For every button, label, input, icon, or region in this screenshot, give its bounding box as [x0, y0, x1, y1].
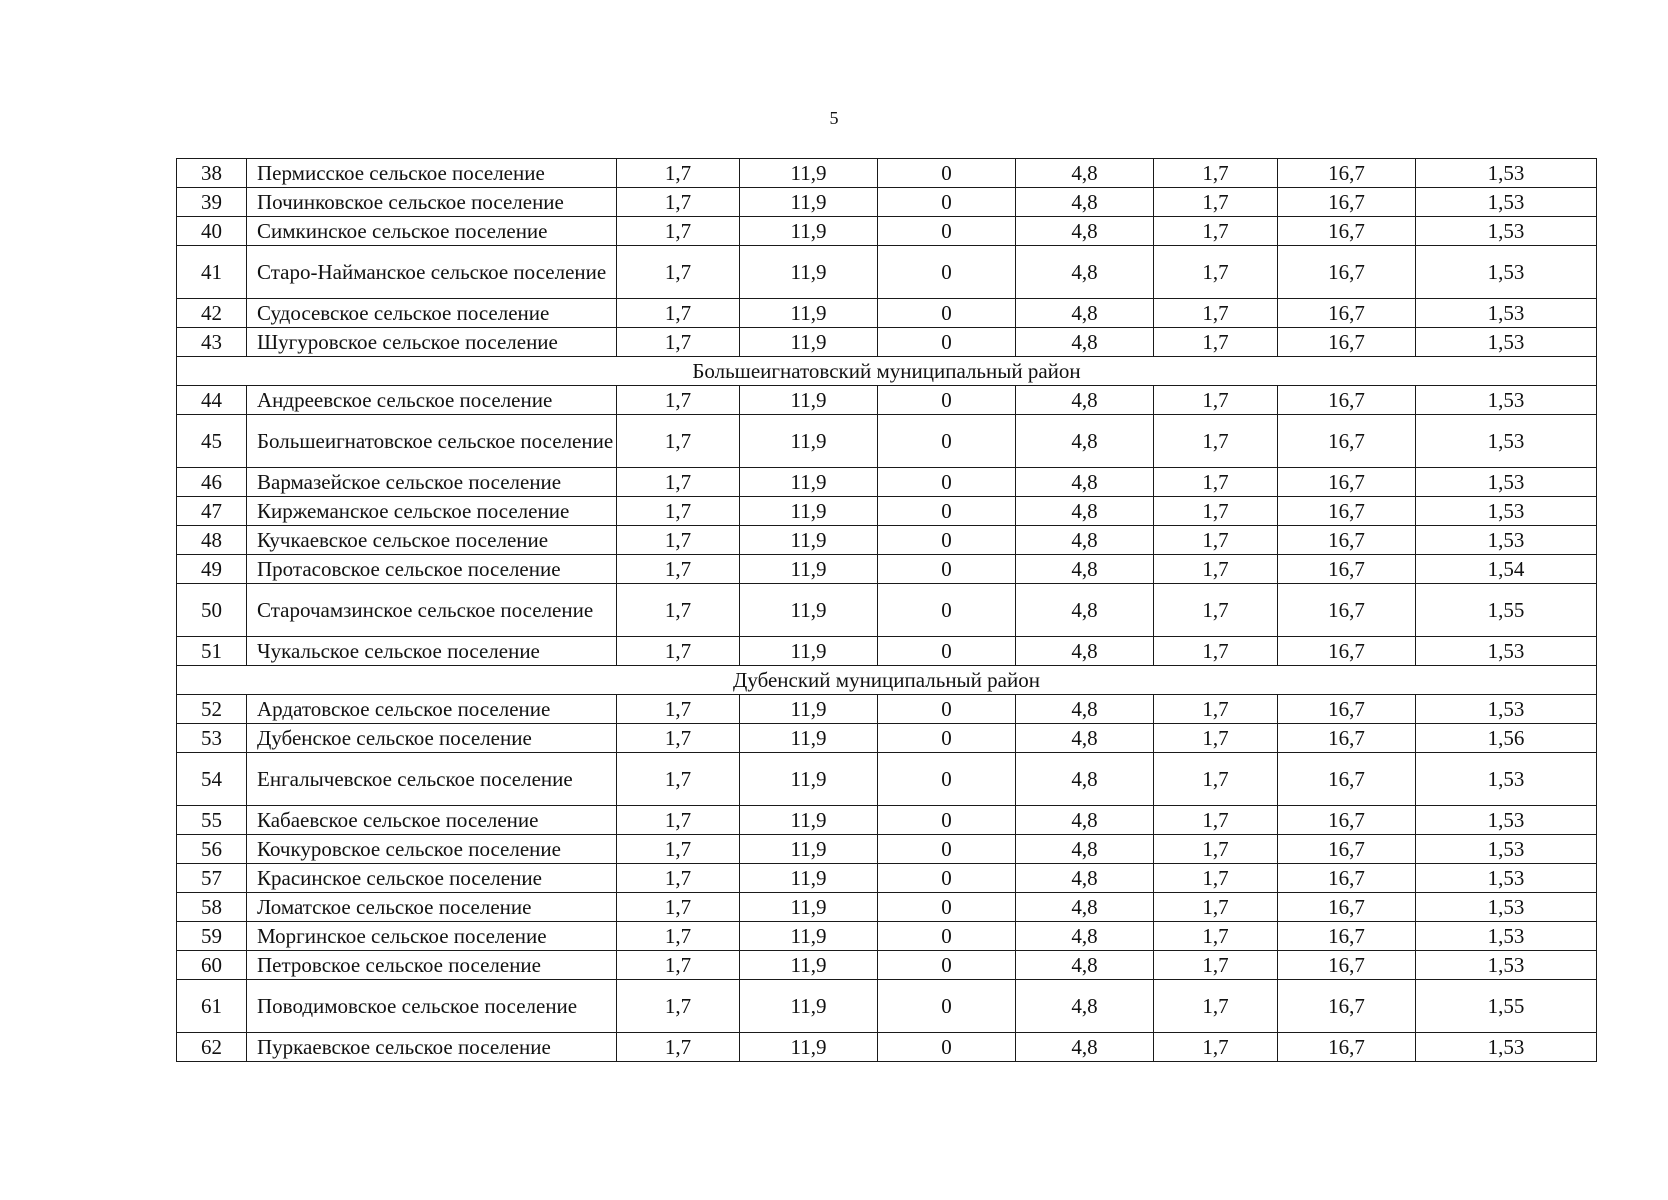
row-number: 39 — [177, 188, 247, 217]
value-cell-7: 1,53 — [1416, 386, 1597, 415]
value-cell-1: 1,7 — [617, 724, 740, 753]
value-cell-1: 1,7 — [617, 584, 740, 637]
table-row — [177, 246, 1597, 299]
value-cell-2: 11,9 — [740, 468, 878, 497]
value-cell-5: 1,7 — [1154, 806, 1278, 835]
value-cell-1: 1,7 — [617, 695, 740, 724]
value-cell-4: 4,8 — [1016, 246, 1154, 299]
settlement-name: Поводимовское сельское поселение — [247, 980, 617, 1033]
value-cell-1: 1,7 — [617, 835, 740, 864]
value-cell-7: 1,53 — [1416, 951, 1597, 980]
value-cell-1: 1,7 — [617, 893, 740, 922]
value-cell-7: 1,53 — [1416, 806, 1597, 835]
value-cell-7: 1,53 — [1416, 753, 1597, 806]
value-cell-6: 16,7 — [1278, 753, 1416, 806]
value-cell-2: 11,9 — [740, 299, 878, 328]
value-cell-6: 16,7 — [1278, 1033, 1416, 1062]
value-cell-6: 16,7 — [1278, 695, 1416, 724]
value-cell-7: 1,53 — [1416, 526, 1597, 555]
value-cell-5: 1,7 — [1154, 217, 1278, 246]
value-cell-1: 1,7 — [617, 415, 740, 468]
value-cell-4: 4,8 — [1016, 415, 1154, 468]
value-cell-2: 11,9 — [740, 695, 878, 724]
value-cell-4: 4,8 — [1016, 299, 1154, 328]
value-cell-2: 11,9 — [740, 328, 878, 357]
value-cell-6: 16,7 — [1278, 951, 1416, 980]
value-cell-4: 4,8 — [1016, 724, 1154, 753]
value-cell-4: 4,8 — [1016, 188, 1154, 217]
value-cell-5: 1,7 — [1154, 835, 1278, 864]
value-cell-4: 4,8 — [1016, 951, 1154, 980]
value-cell-7: 1,53 — [1416, 468, 1597, 497]
value-cell-5: 1,7 — [1154, 526, 1278, 555]
settlement-name: Шугуровское сельское поселение — [247, 328, 617, 357]
value-cell-4: 4,8 — [1016, 386, 1154, 415]
row-number: 59 — [177, 922, 247, 951]
value-cell-7: 1,55 — [1416, 980, 1597, 1033]
value-cell-6: 16,7 — [1278, 468, 1416, 497]
value-cell-6: 16,7 — [1278, 415, 1416, 468]
table-row — [177, 468, 1597, 497]
settlement-name: Енгалычевское сельское поселение — [247, 753, 617, 806]
value-cell-1: 1,7 — [617, 753, 740, 806]
row-number: 55 — [177, 806, 247, 835]
value-cell-4: 4,8 — [1016, 328, 1154, 357]
settlement-name: Моргинское сельское поселение — [247, 922, 617, 951]
value-cell-4: 4,8 — [1016, 584, 1154, 637]
value-cell-2: 11,9 — [740, 497, 878, 526]
value-cell-6: 16,7 — [1278, 299, 1416, 328]
value-cell-6: 16,7 — [1278, 328, 1416, 357]
value-cell-7: 1,53 — [1416, 637, 1597, 666]
value-cell-4: 4,8 — [1016, 555, 1154, 584]
value-cell-2: 11,9 — [740, 835, 878, 864]
value-cell-2: 11,9 — [740, 188, 878, 217]
value-cell-1: 1,7 — [617, 526, 740, 555]
row-number: 41 — [177, 246, 247, 299]
settlement-name: Симкинское сельское поселение — [247, 217, 617, 246]
value-cell-3: 0 — [878, 299, 1016, 328]
row-number: 49 — [177, 555, 247, 584]
settlement-name: Дубенское сельское поселение — [247, 724, 617, 753]
value-cell-3: 0 — [878, 864, 1016, 893]
settlement-name: Кучкаевское сельское поселение — [247, 526, 617, 555]
value-cell-3: 0 — [878, 951, 1016, 980]
value-cell-1: 1,7 — [617, 1033, 740, 1062]
value-cell-1: 1,7 — [617, 637, 740, 666]
value-cell-5: 1,7 — [1154, 584, 1278, 637]
value-cell-1: 1,7 — [617, 299, 740, 328]
table-row — [177, 555, 1597, 584]
value-cell-4: 4,8 — [1016, 893, 1154, 922]
value-cell-1: 1,7 — [617, 497, 740, 526]
value-cell-3: 0 — [878, 637, 1016, 666]
row-number: 62 — [177, 1033, 247, 1062]
value-cell-7: 1,53 — [1416, 864, 1597, 893]
table-row — [177, 188, 1597, 217]
settlement-name: Красинское сельское поселение — [247, 864, 617, 893]
settlement-name: Большеигнатовское сельское поселение — [247, 415, 617, 468]
row-number: 57 — [177, 864, 247, 893]
value-cell-5: 1,7 — [1154, 246, 1278, 299]
row-number: 44 — [177, 386, 247, 415]
value-cell-2: 11,9 — [740, 415, 878, 468]
row-number: 38 — [177, 159, 247, 188]
value-cell-1: 1,7 — [617, 951, 740, 980]
row-number: 48 — [177, 526, 247, 555]
settlement-name: Пуркаевское сельское поселение — [247, 1033, 617, 1062]
value-cell-3: 0 — [878, 724, 1016, 753]
table-row — [177, 893, 1597, 922]
settlement-name: Ломатское сельское поселение — [247, 893, 617, 922]
row-number: 45 — [177, 415, 247, 468]
table-row — [177, 299, 1597, 328]
value-cell-6: 16,7 — [1278, 188, 1416, 217]
value-cell-5: 1,7 — [1154, 893, 1278, 922]
settlement-table — [176, 158, 1597, 1062]
value-cell-2: 11,9 — [740, 864, 878, 893]
value-cell-4: 4,8 — [1016, 468, 1154, 497]
value-cell-4: 4,8 — [1016, 864, 1154, 893]
value-cell-5: 1,7 — [1154, 555, 1278, 584]
district-header-row — [177, 357, 1597, 386]
value-cell-3: 0 — [878, 893, 1016, 922]
table-row — [177, 637, 1597, 666]
value-cell-4: 4,8 — [1016, 695, 1154, 724]
row-number: 50 — [177, 584, 247, 637]
value-cell-7: 1,53 — [1416, 328, 1597, 357]
value-cell-1: 1,7 — [617, 980, 740, 1033]
table-row — [177, 806, 1597, 835]
value-cell-5: 1,7 — [1154, 724, 1278, 753]
value-cell-2: 11,9 — [740, 159, 878, 188]
district-title: Большеигнатовский муниципальный район — [177, 357, 1597, 386]
value-cell-7: 1,53 — [1416, 299, 1597, 328]
value-cell-4: 4,8 — [1016, 980, 1154, 1033]
value-cell-3: 0 — [878, 555, 1016, 584]
table-row — [177, 386, 1597, 415]
value-cell-6: 16,7 — [1278, 980, 1416, 1033]
row-number: 43 — [177, 328, 247, 357]
value-cell-6: 16,7 — [1278, 724, 1416, 753]
settlement-name: Судосевское сельское поселение — [247, 299, 617, 328]
value-cell-3: 0 — [878, 980, 1016, 1033]
value-cell-2: 11,9 — [740, 584, 878, 637]
value-cell-3: 0 — [878, 695, 1016, 724]
value-cell-5: 1,7 — [1154, 1033, 1278, 1062]
table-row — [177, 753, 1597, 806]
value-cell-2: 11,9 — [740, 246, 878, 299]
settlement-name: Протасовское сельское поселение — [247, 555, 617, 584]
value-cell-7: 1,53 — [1416, 893, 1597, 922]
value-cell-6: 16,7 — [1278, 526, 1416, 555]
value-cell-5: 1,7 — [1154, 386, 1278, 415]
value-cell-7: 1,53 — [1416, 217, 1597, 246]
value-cell-7: 1,53 — [1416, 1033, 1597, 1062]
row-number: 47 — [177, 497, 247, 526]
value-cell-5: 1,7 — [1154, 415, 1278, 468]
value-cell-1: 1,7 — [617, 217, 740, 246]
settlement-name: Кабаевское сельское поселение — [247, 806, 617, 835]
row-number: 54 — [177, 753, 247, 806]
value-cell-2: 11,9 — [740, 217, 878, 246]
value-cell-3: 0 — [878, 753, 1016, 806]
row-number: 51 — [177, 637, 247, 666]
table-row — [177, 217, 1597, 246]
value-cell-7: 1,53 — [1416, 497, 1597, 526]
value-cell-4: 4,8 — [1016, 497, 1154, 526]
value-cell-1: 1,7 — [617, 555, 740, 584]
value-cell-3: 0 — [878, 159, 1016, 188]
value-cell-2: 11,9 — [740, 980, 878, 1033]
value-cell-7: 1,53 — [1416, 415, 1597, 468]
value-cell-2: 11,9 — [740, 1033, 878, 1062]
table-row — [177, 497, 1597, 526]
value-cell-6: 16,7 — [1278, 637, 1416, 666]
value-cell-2: 11,9 — [740, 893, 878, 922]
value-cell-2: 11,9 — [740, 922, 878, 951]
row-number: 42 — [177, 299, 247, 328]
value-cell-6: 16,7 — [1278, 835, 1416, 864]
value-cell-6: 16,7 — [1278, 922, 1416, 951]
value-cell-6: 16,7 — [1278, 893, 1416, 922]
value-cell-1: 1,7 — [617, 159, 740, 188]
value-cell-4: 4,8 — [1016, 922, 1154, 951]
settlement-name: Петровское сельское поселение — [247, 951, 617, 980]
value-cell-5: 1,7 — [1154, 980, 1278, 1033]
district-title: Дубенский муниципальный район — [177, 666, 1597, 695]
value-cell-5: 1,7 — [1154, 753, 1278, 806]
value-cell-7: 1,53 — [1416, 835, 1597, 864]
value-cell-1: 1,7 — [617, 188, 740, 217]
value-cell-7: 1,53 — [1416, 246, 1597, 299]
value-cell-6: 16,7 — [1278, 806, 1416, 835]
table-row — [177, 724, 1597, 753]
value-cell-1: 1,7 — [617, 246, 740, 299]
table-row — [177, 415, 1597, 468]
settlement-name: Киржеманское сельское поселение — [247, 497, 617, 526]
value-cell-5: 1,7 — [1154, 497, 1278, 526]
value-cell-3: 0 — [878, 246, 1016, 299]
value-cell-2: 11,9 — [740, 806, 878, 835]
row-number: 60 — [177, 951, 247, 980]
value-cell-3: 0 — [878, 217, 1016, 246]
settlement-name: Пермисское сельское поселение — [247, 159, 617, 188]
value-cell-6: 16,7 — [1278, 555, 1416, 584]
value-cell-4: 4,8 — [1016, 637, 1154, 666]
table-row — [177, 922, 1597, 951]
value-cell-4: 4,8 — [1016, 806, 1154, 835]
row-number: 56 — [177, 835, 247, 864]
row-number: 61 — [177, 980, 247, 1033]
value-cell-6: 16,7 — [1278, 386, 1416, 415]
value-cell-1: 1,7 — [617, 386, 740, 415]
value-cell-5: 1,7 — [1154, 922, 1278, 951]
value-cell-4: 4,8 — [1016, 526, 1154, 555]
value-cell-5: 1,7 — [1154, 864, 1278, 893]
value-cell-1: 1,7 — [617, 328, 740, 357]
value-cell-3: 0 — [878, 415, 1016, 468]
value-cell-5: 1,7 — [1154, 695, 1278, 724]
district-header-row — [177, 666, 1597, 695]
settlement-name: Вармазейское сельское поселение — [247, 468, 617, 497]
value-cell-6: 16,7 — [1278, 217, 1416, 246]
value-cell-2: 11,9 — [740, 753, 878, 806]
value-cell-2: 11,9 — [740, 951, 878, 980]
page-number: 5 — [829, 108, 839, 128]
value-cell-1: 1,7 — [617, 922, 740, 951]
value-cell-5: 1,7 — [1154, 328, 1278, 357]
value-cell-3: 0 — [878, 526, 1016, 555]
value-cell-2: 11,9 — [740, 555, 878, 584]
value-cell-5: 1,7 — [1154, 637, 1278, 666]
row-number: 53 — [177, 724, 247, 753]
value-cell-1: 1,7 — [617, 806, 740, 835]
row-number: 58 — [177, 893, 247, 922]
value-cell-7: 1,56 — [1416, 724, 1597, 753]
value-cell-7: 1,53 — [1416, 922, 1597, 951]
row-number: 52 — [177, 695, 247, 724]
value-cell-7: 1,55 — [1416, 584, 1597, 637]
value-cell-3: 0 — [878, 328, 1016, 357]
value-cell-6: 16,7 — [1278, 864, 1416, 893]
settlement-name: Ардатовское сельское поселение — [247, 695, 617, 724]
value-cell-5: 1,7 — [1154, 299, 1278, 328]
value-cell-7: 1,53 — [1416, 159, 1597, 188]
table-row — [177, 695, 1597, 724]
value-cell-1: 1,7 — [617, 864, 740, 893]
value-cell-7: 1,53 — [1416, 695, 1597, 724]
table-body — [177, 159, 1597, 1062]
value-cell-5: 1,7 — [1154, 951, 1278, 980]
settlement-name: Андреевское сельское поселение — [247, 386, 617, 415]
value-cell-3: 0 — [878, 386, 1016, 415]
value-cell-4: 4,8 — [1016, 835, 1154, 864]
value-cell-4: 4,8 — [1016, 1033, 1154, 1062]
value-cell-3: 0 — [878, 922, 1016, 951]
value-cell-2: 11,9 — [740, 637, 878, 666]
settlement-name: Старо-Найманское сельское поселение — [247, 246, 617, 299]
value-cell-3: 0 — [878, 468, 1016, 497]
table-row — [177, 159, 1597, 188]
settlement-name: Починковское сельское поселение — [247, 188, 617, 217]
value-cell-3: 0 — [878, 584, 1016, 637]
settlement-name: Кочкуровское сельское поселение — [247, 835, 617, 864]
value-cell-6: 16,7 — [1278, 159, 1416, 188]
value-cell-1: 1,7 — [617, 468, 740, 497]
table-row — [177, 526, 1597, 555]
row-number: 40 — [177, 217, 247, 246]
value-cell-2: 11,9 — [740, 386, 878, 415]
value-cell-3: 0 — [878, 497, 1016, 526]
settlement-name: Чукальское сельское поселение — [247, 637, 617, 666]
table-row — [177, 864, 1597, 893]
value-cell-4: 4,8 — [1016, 753, 1154, 806]
value-cell-2: 11,9 — [740, 526, 878, 555]
value-cell-6: 16,7 — [1278, 246, 1416, 299]
value-cell-2: 11,9 — [740, 724, 878, 753]
value-cell-5: 1,7 — [1154, 468, 1278, 497]
value-cell-5: 1,7 — [1154, 159, 1278, 188]
settlement-name: Старочамзинское сельское поселение — [247, 584, 617, 637]
table-row — [177, 980, 1597, 1033]
value-cell-4: 4,8 — [1016, 159, 1154, 188]
table-row — [177, 1033, 1597, 1062]
value-cell-6: 16,7 — [1278, 497, 1416, 526]
value-cell-3: 0 — [878, 188, 1016, 217]
value-cell-6: 16,7 — [1278, 584, 1416, 637]
table-row — [177, 328, 1597, 357]
row-number: 46 — [177, 468, 247, 497]
table-row — [177, 584, 1597, 637]
value-cell-3: 0 — [878, 806, 1016, 835]
value-cell-7: 1,53 — [1416, 188, 1597, 217]
value-cell-5: 1,7 — [1154, 188, 1278, 217]
value-cell-3: 0 — [878, 835, 1016, 864]
table-row — [177, 835, 1597, 864]
value-cell-3: 0 — [878, 1033, 1016, 1062]
value-cell-4: 4,8 — [1016, 217, 1154, 246]
table-row — [177, 951, 1597, 980]
value-cell-7: 1,54 — [1416, 555, 1597, 584]
